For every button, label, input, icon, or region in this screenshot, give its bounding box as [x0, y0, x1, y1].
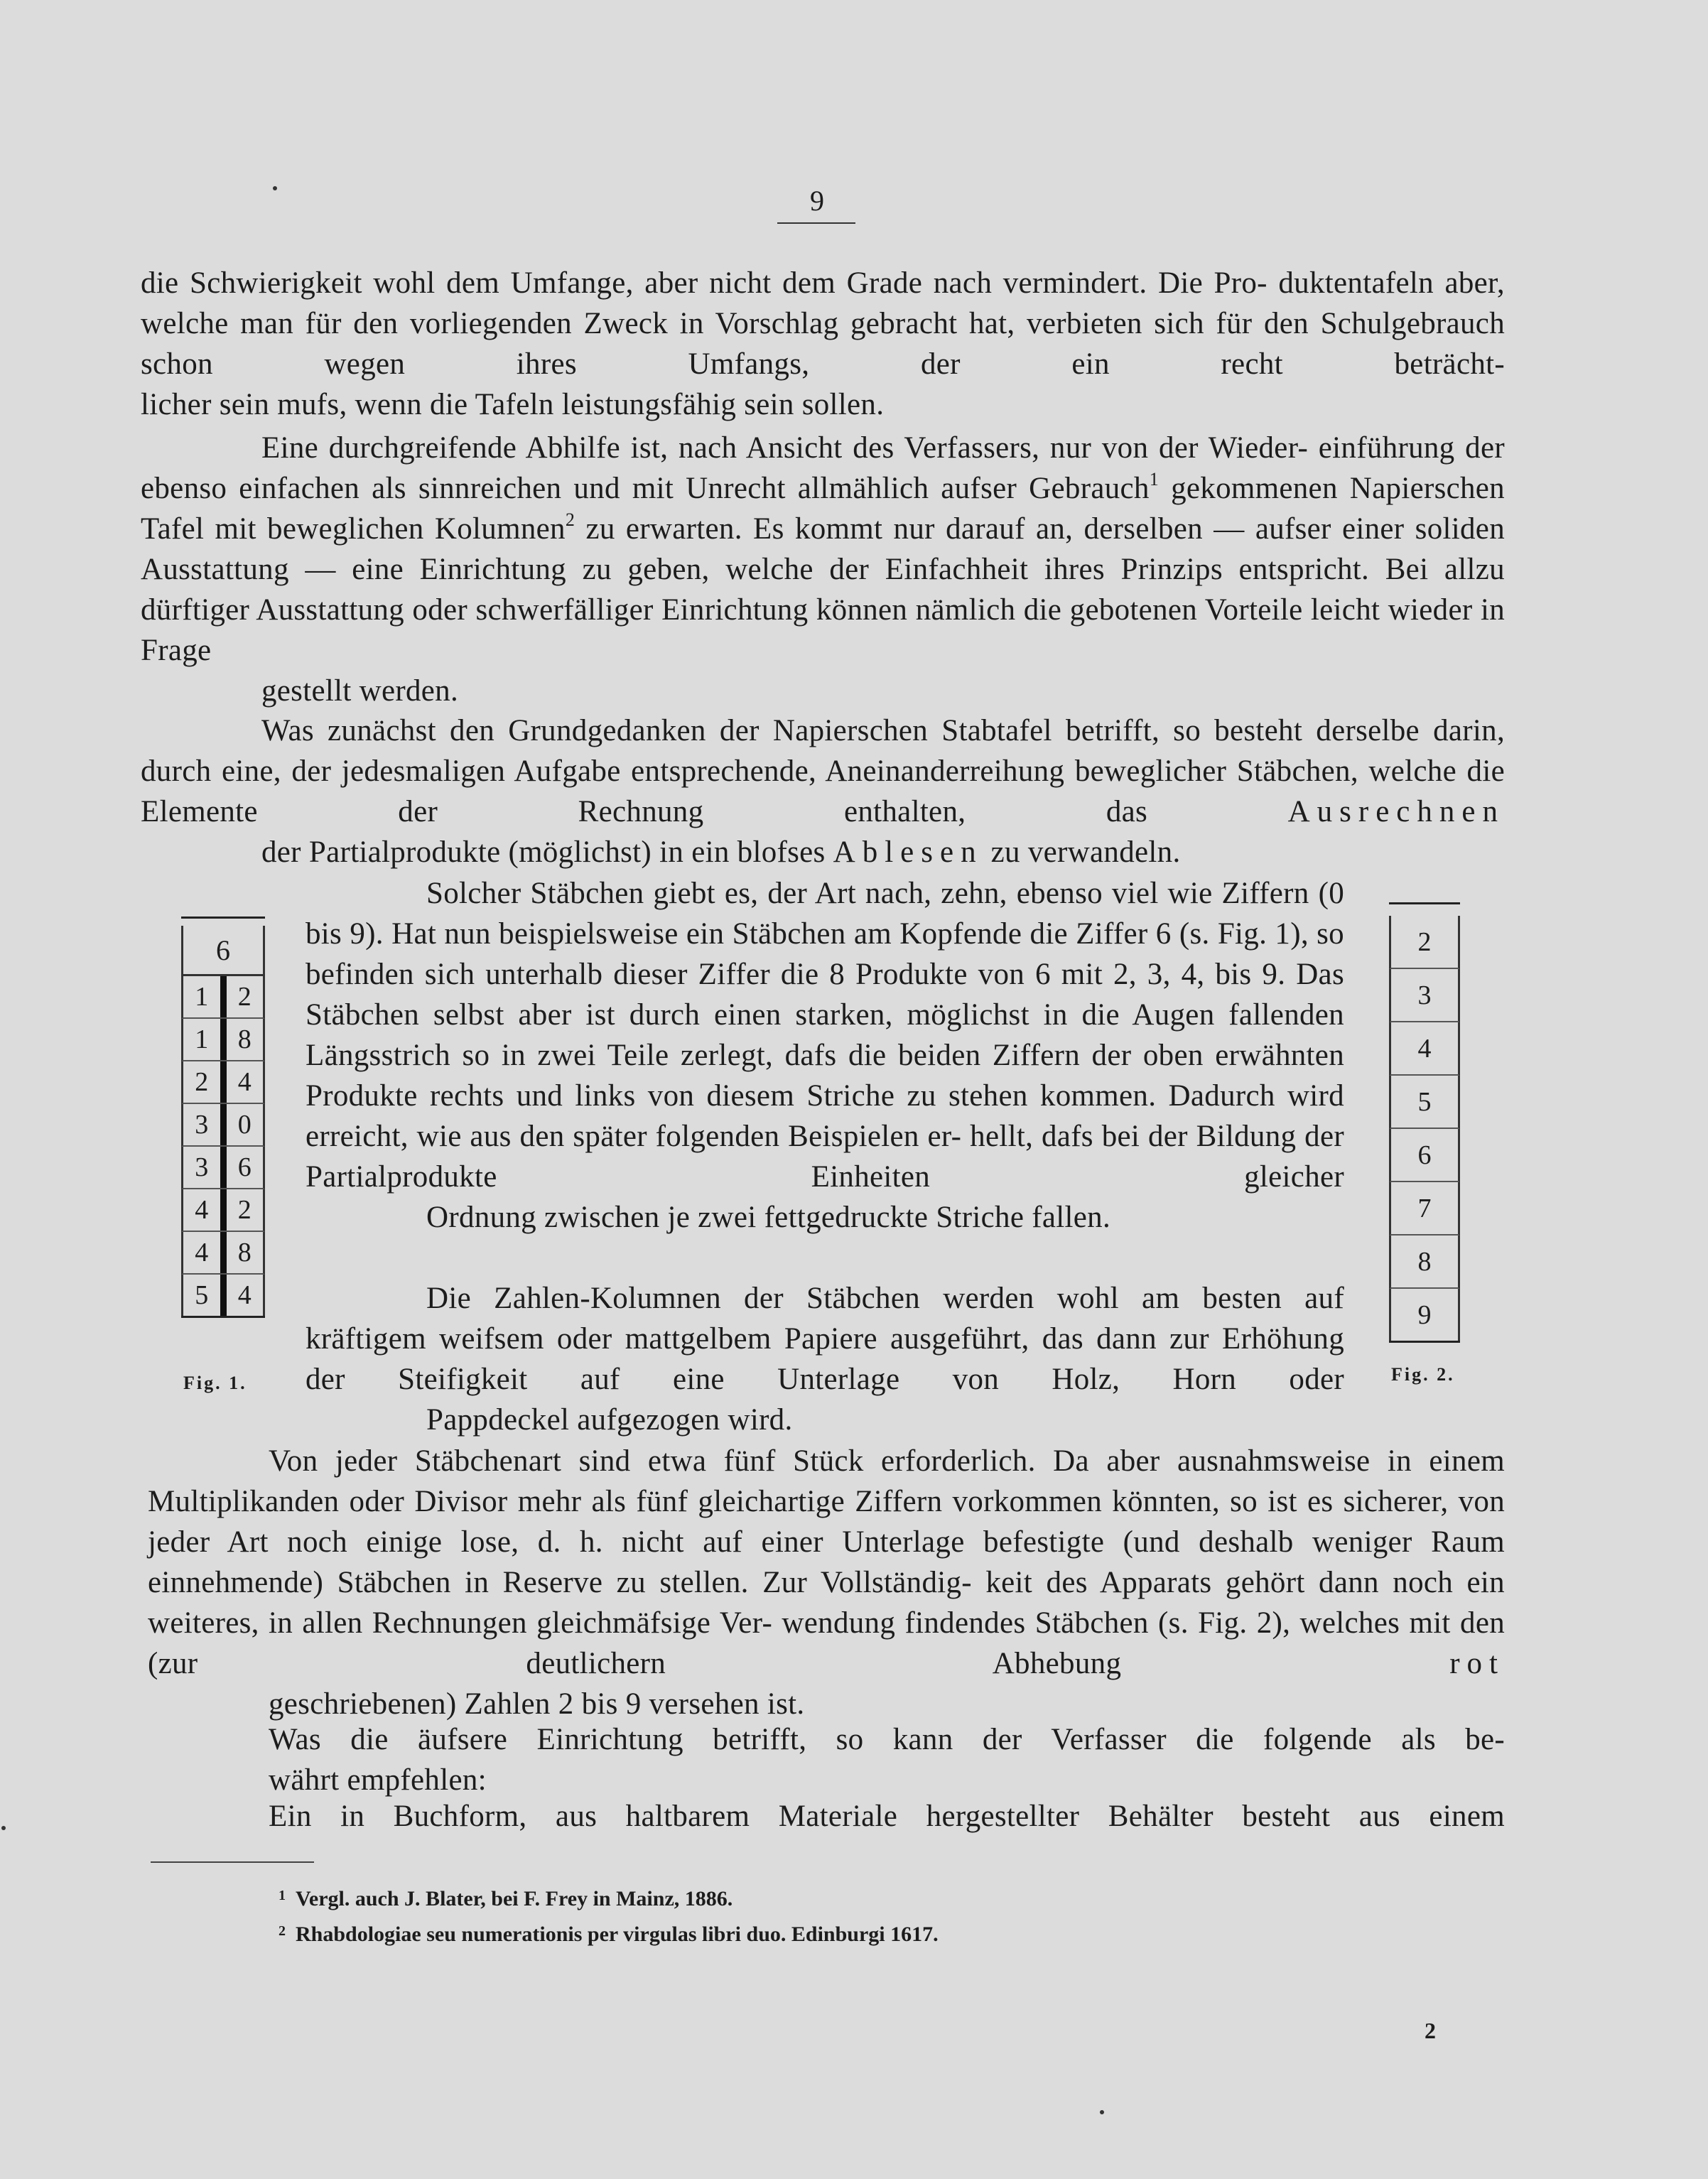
figure-1-caption: Fig. 1.: [183, 1373, 247, 1393]
rod-units-digit: 4: [237, 1280, 252, 1310]
text-line: Dadurch wird erreicht, wie aus den später folgenden Beispielen er-: [306, 1079, 1344, 1153]
footnote-ref-1: 1: [1149, 469, 1160, 490]
index-rod-digit: 9: [1389, 1289, 1460, 1341]
footnote-ref-2: 2: [565, 509, 575, 530]
rod-product-row: [181, 1147, 265, 1189]
rod-divider-stroke: [220, 1147, 227, 1188]
rod-divider-stroke: [220, 1104, 227, 1145]
signature-mark: 2: [1425, 2018, 1436, 2043]
text-line: licher sein mufs, wenn die Tafeln leistungsfähig sein sollen.: [141, 388, 885, 421]
text-line: 8 Produkte von 6 mit 2, 3, 4, bis 9. Das Stäbchen selbst aber ist: [306, 958, 1344, 1032]
text-line: einführung der ebenso einfachen als sinnreichen und mit Unrecht allmählich aufser Gebrauch: [141, 431, 1505, 505]
page-number: 9: [810, 185, 824, 217]
text-line: gestellt werden.: [261, 674, 459, 708]
figure-2-caption: Fig. 2.: [1391, 1364, 1455, 1385]
rod-product-row: [181, 1019, 265, 1061]
rod-units-digit: 8: [237, 1024, 252, 1054]
rod-product-row: [181, 976, 265, 1019]
text-line: welche der Einfachheit ihres Prinzips entspricht. Bei allzu dürftiger Ausstattung oder: [141, 553, 1505, 627]
index-rod-digit: 7: [1389, 1182, 1460, 1236]
figure-2-rod: [1389, 902, 1460, 1343]
rod-units-digit: 4: [237, 1067, 252, 1097]
footnote-rule: [151, 1861, 314, 1863]
paragraph-4: [306, 873, 1344, 1238]
rod-product-row: [181, 1232, 265, 1275]
text-line: (und deshalb weniger Raum einnehmende) Stäbchen in Reserve zu stellen. Zur Vollständig-: [148, 1525, 1505, 1599]
text-line: durch einen starken, möglichst in die Augen fallenden Längsstrich: [306, 998, 1344, 1072]
rod-tens-digit: 5: [195, 1280, 209, 1310]
footnote-mark: 2: [279, 1923, 286, 1939]
text-line: Was die äufsere Einrichtung betrifft, so kann der Verfasser die folgende als be-: [269, 1723, 1505, 1756]
paragraph-7: [148, 1719, 1505, 1800]
text-line: währt empfehlen:: [269, 1763, 487, 1797]
rod-tens-digit: 1: [195, 1024, 209, 1054]
text-line: hellt, dafs bei der Bildung der Partialprodukte Einheiten gleicher: [306, 1120, 1344, 1194]
text-line: Ziffern (0 bis 9). Hat nun beispielsweise ein Stäbchen am Kopfende: [306, 877, 1344, 951]
page-number-rule: [777, 222, 855, 224]
text-line: auf kräftigem weifsem oder mattgelbem Papiere ausgeführt, das dann: [306, 1282, 1344, 1356]
text-line: der Partialprodukte (möglichst) in ein blofses: [261, 836, 826, 869]
text-line: beweglicher Stäbchen, welche die Elemente der Rechnung enthalten, das: [141, 755, 1505, 828]
text-line: geschriebenen) Zahlen 2 bis 9 versehen ist.: [269, 1687, 805, 1721]
spaced-term: Ausrechnen: [1287, 795, 1505, 828]
index-rod-digit: 6: [1389, 1129, 1460, 1182]
text-line: darauf an, derselben — aufser einer soliden Ausstattung — eine Einrichtung zu geben,: [141, 512, 1505, 586]
rod-tens-digit: 4: [195, 1238, 209, 1267]
text-line: zu verwandeln.: [990, 836, 1181, 869]
text-line: Eine durchgreifende Abhilfe ist, nach Ansicht des Verfassers, nur von der Wieder-: [261, 431, 1309, 465]
text-line: Die Zahlen-Kolumnen der Stäbchen werden wohl am besten: [426, 1282, 1282, 1315]
rod-units-digit: 2: [237, 982, 252, 1012]
index-rod-digit: 8: [1389, 1236, 1460, 1289]
rod-divider-stroke: [220, 976, 227, 1017]
text-line: zur Erhöhung der Steifigkeit auf eine Unterlage von Holz, Horn oder: [306, 1322, 1344, 1396]
footnote-text: Vergl. auch J. Blater, bei F. Frey in Mainz, 1886.: [296, 1887, 733, 1910]
rod-units-digit: 6: [237, 1152, 252, 1182]
rod-tens-digit: 1: [195, 982, 209, 1012]
rod-units-digit: 0: [237, 1110, 252, 1140]
rod-tens-digit: 4: [195, 1195, 209, 1225]
rod-units-digit: 8: [237, 1238, 252, 1267]
text-line: derselbe darin, durch eine, der jedesmaligen Aufgabe entsprechende, Aneinanderreihung: [141, 714, 1506, 788]
print-speck: [1, 1826, 6, 1830]
rod-divider-stroke: [220, 1275, 227, 1316]
rod-divider-stroke: [220, 1232, 227, 1273]
text-line: Was zunächst den Grundgedanken der Napierschen Stabtafel betrifft, so besteht: [261, 714, 1303, 747]
text-line: so in zwei Teile zerlegt, dafs die beiden Ziffern der oben erwähnten: [462, 1039, 1344, 1072]
index-rod-digit: 3: [1389, 969, 1460, 1022]
text-line: die Schwierigkeit wohl dem Umfange, aber nicht dem Grade nach vermindert. Die Pro-: [141, 266, 1268, 300]
rod-head-digit: 6: [181, 926, 265, 976]
text-line: so ist es sicherer, von jeder Art noch einige lose, d. h. nicht auf einer Unterlage befestigte: [148, 1485, 1506, 1559]
text-line: verbieten sich für den Schulgebrauch schon wegen ihres Umfangs, der ein recht beträcht-: [141, 307, 1505, 381]
text-line: Produkte rechts und links von diesem Striche zu stehen kommen.: [306, 1079, 1157, 1113]
rod-tens-digit: 3: [195, 1152, 209, 1182]
text-line: gekommenen Napierschen Tafel mit beweglichen Kolumnen: [141, 472, 1505, 546]
index-rod-digit: 5: [1389, 1076, 1460, 1129]
paragraph-3: [141, 710, 1505, 872]
text-line: in einem Multiplikanden oder Divisor mehr als fünf gleichartige Ziffern vorkommen könnten,: [148, 1444, 1505, 1518]
paragraph-6: [148, 1441, 1505, 1724]
text-line: schwerfälliger Einrichtung können nämlich die gebotenen Vorteile leicht wieder in Frage: [141, 593, 1505, 667]
text-line: Solcher Stäbchen giebt es, der Art nach, zehn, ebenso viel wie: [426, 877, 1213, 910]
rod-units-digit: 2: [237, 1195, 252, 1225]
text-line: zu erwarten. Es kommt nur: [585, 512, 935, 546]
print-speck: [273, 186, 277, 190]
figure-1-rod: [181, 917, 265, 1318]
rod-divider-stroke: [220, 1189, 227, 1231]
text-line: wendung findendes Stäbchen (s. Fig. 2), welches mit den (zur deutlichern Abhebung: [148, 1606, 1505, 1680]
text-line: keit des Apparats gehört dann noch ein weiteres, in allen Rechnungen gleichmäfsige Ver-: [148, 1566, 1505, 1640]
text-line: Ordnung zwischen je zwei fettgedruckte Striche fallen.: [426, 1201, 1111, 1234]
footnote-1: [279, 1881, 733, 1913]
spaced-term: rot: [1449, 1647, 1505, 1680]
text-line: Von jeder Stäbchenart sind etwa fünf Stück erforderlich. Da aber ausnahmsweise: [269, 1444, 1371, 1478]
rod-product-row: [181, 1189, 265, 1232]
text-line: duktentafeln aber, welche man für den vorliegenden Zweck in Vorschlag gebracht hat,: [141, 266, 1505, 340]
paragraph-8: [148, 1796, 1505, 1837]
text-line: die Ziffer 6 (s. Fig. 1), so befinden sich unterhalb dieser Ziffer die: [306, 917, 1344, 991]
index-rod-digit: 4: [1389, 1022, 1460, 1076]
footnote-mark: 1: [279, 1888, 286, 1903]
rod-product-row: [181, 1104, 265, 1147]
rod-product-row: [181, 1061, 265, 1104]
rod-tens-digit: 2: [195, 1067, 209, 1097]
rod-tens-digit: 3: [195, 1110, 209, 1140]
paragraph-2: [141, 428, 1505, 711]
paragraph-1: [141, 263, 1505, 425]
rod-divider-stroke: [220, 1019, 227, 1060]
spaced-term: Ablesen: [833, 836, 983, 869]
print-speck: [1100, 2110, 1104, 2114]
text-line: Ein in Buchform, aus haltbarem Materiale hergestellter Behälter besteht aus einem: [269, 1800, 1505, 1833]
rod-divider-stroke: [220, 1061, 227, 1103]
paragraph-5: [306, 1278, 1344, 1440]
footnote-2: [279, 1917, 939, 1949]
rod-product-row: [181, 1275, 265, 1316]
footnote-text: Rhabdologiae seu numerationis per virgulas libri duo. Edinburgi 1617.: [296, 1923, 939, 1946]
index-rod-digit: 2: [1389, 916, 1460, 969]
text-line: Pappdeckel aufgezogen wird.: [426, 1403, 793, 1437]
